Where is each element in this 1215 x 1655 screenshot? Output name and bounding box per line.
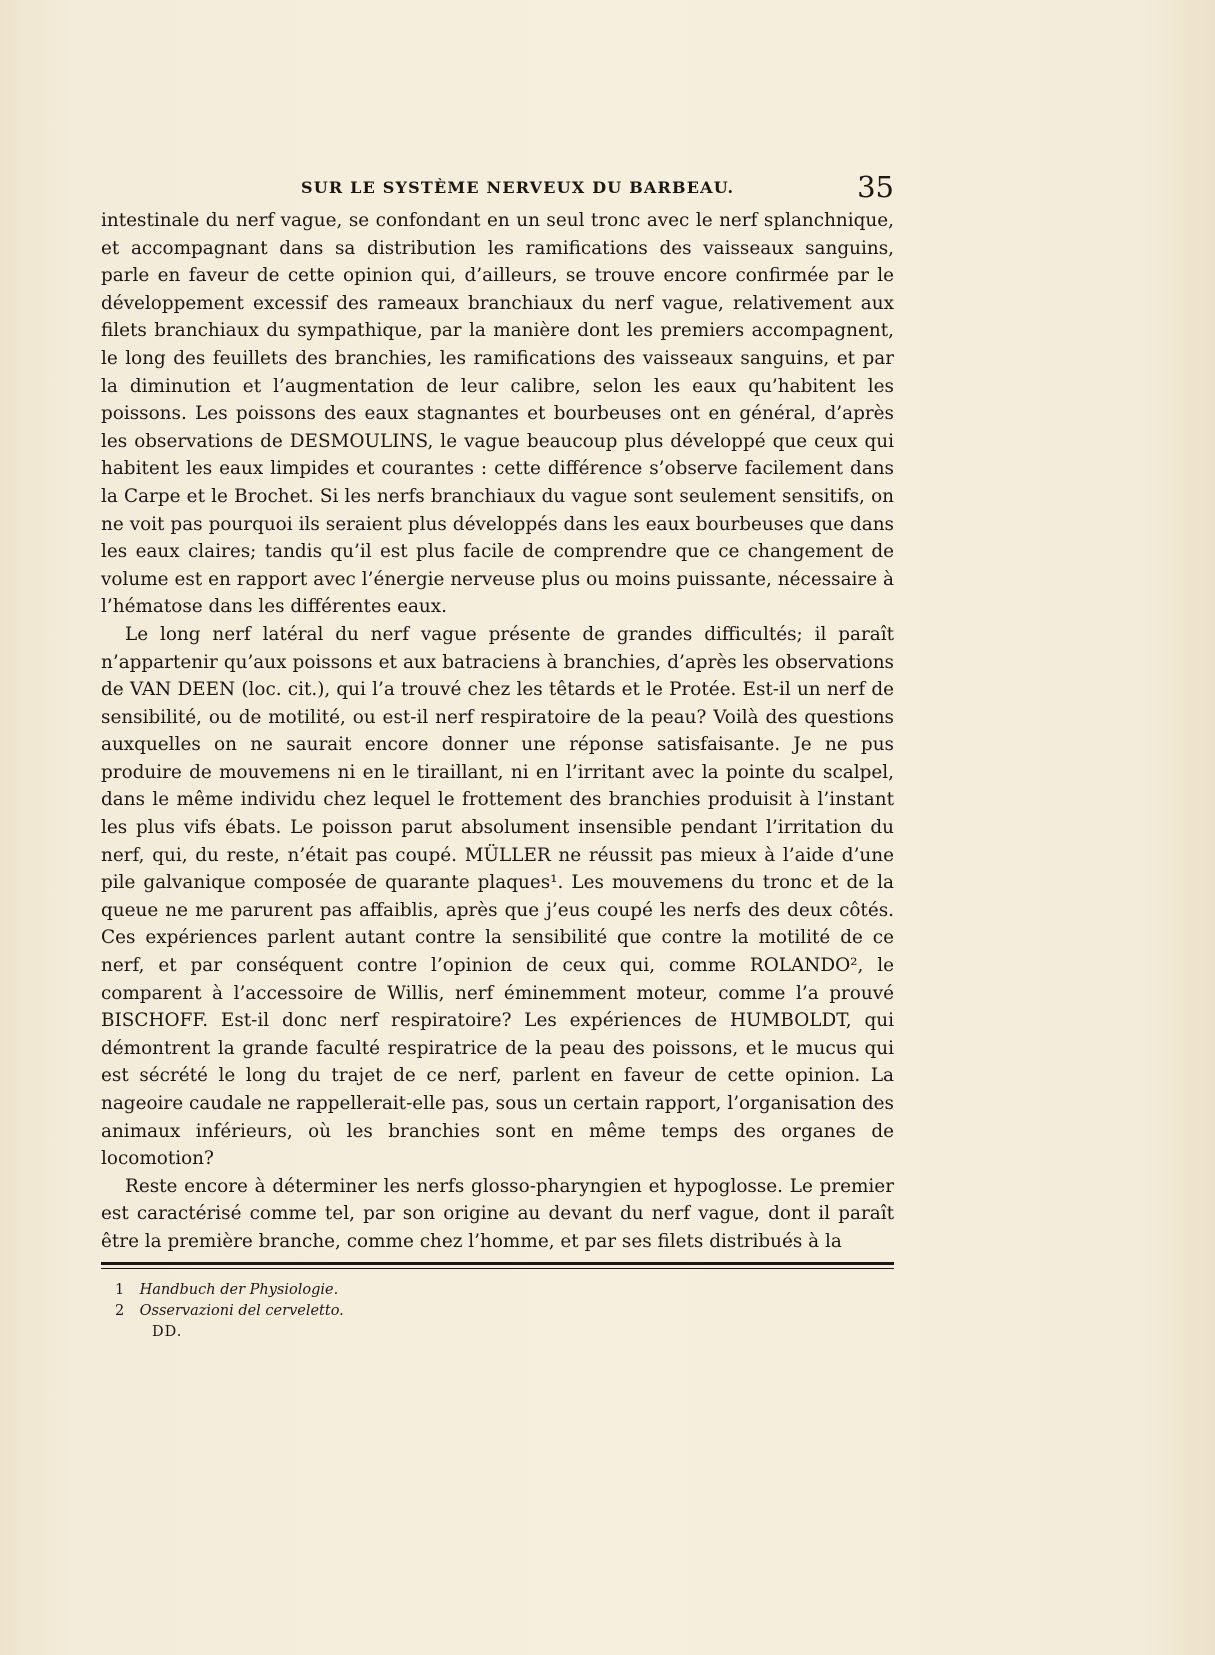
footnote-2: [115, 1301, 875, 1322]
footnote-text: Osservazioni del cerveletto.: [139, 1303, 344, 1319]
body-text: [101, 207, 894, 1256]
running-title: SUR LE SYSTÈME NERVEUX DU BARBEAU.: [301, 178, 735, 197]
footnote-1: [115, 1280, 875, 1301]
footnote-divider: [101, 1262, 894, 1265]
page-number: 35: [857, 170, 894, 204]
paragraph-1: intestinale du nerf vague, se confondant en un seul tronc avec le nerf splanchnique, et accompagnant dans sa distribution les ramifications des vaisseaux sanguins, parle en faveur de cette opinion qui, d’ailleurs, se trouve encore confirmée par le développement excessif des rameaux branchiaux du nerf vague, relativement aux filets branchiaux du sympathique, par la manière dont les premiers accompagnent, le long des feuillets des branchies, les ramifications des vaisseaux sanguins, et par la diminution et l’augmentation de leur calibre, selon les eaux qu’habitent les poissons. Les poissons des eaux stagnantes et bourbeuses ont en général, d’après les observations de DESMOULINS, le vague beaucoup plus développé que ceux qui habitent les eaux limpides et courantes : cette différence s’observe facilement dans la Carpe et le Brochet. Si les nerfs branchiaux du vague sont seulement sensitifs, on ne voit pas pourquoi ils seraient plus développés dans les eaux bourbeuses que dans les eaux claires; tandis qu’il est plus facile de comprendre que ce changement de volume est en rapport avec l’énergie nerveuse plus ou moins puissante, nécessaire à l’hématose dans les différentes eaux.: [101, 210, 894, 618]
footnote-number: 1: [115, 1282, 125, 1298]
footnotes: [115, 1280, 875, 1322]
footnote-text: Handbuch der Physiologie.: [139, 1282, 339, 1298]
paragraph-2: Le long nerf latéral du nerf vague présente de grandes difficultés; il paraît n’appartenir qu’aux poissons et aux batraciens à branchies, d’après les observations de VAN DEEN (loc. cit.), qui l’a trouvé chez les têtards et le Protée. Est-il un nerf de sensibilité, ou de motilité, ou est-il nerf respiratoire de la peau? Voilà des questions auxquelles on ne saurait encore donner une réponse satisfaisante. Je ne pus produire de mouvemens ni en le tiraillant, ni en l’irritant avec la pointe du scalpel, dans le même individu chez lequel le frottement des branchies produisit à l’instant les plus vifs ébats. Le poisson parut absolument insensible pendant l’irritation du nerf, qui, du reste, n’était pas coupé. MÜLLER ne réussit pas mieux à l’aide d’une pile galvanique composée de quarante plaques¹. Les mouvemens du tronc et de la queue ne me parurent pas affaiblis, après que j’eus coupé les nerfs des deux côtés. Ces expériences parlent autant contre la sensibilité que contre la motilité de ce nerf, et par conséquent contre l’opinion de ceux qui, comme ROLANDO², le comparent à l’accessoire de Willis, nerf éminemment moteur, comme l’a prouvé BISCHOFF. Est-il donc nerf respiratoire? Les expériences de HUMBOLDT, qui démontrent la grande faculté respiratrice de la peau des poissons, et le mucus qui est sécrété le long du trajet de ce nerf, parlent en faveur de cette opinion. La nageoire caudale ne rappellerait-elle pas, sous un certain rapport, l’organisation des animaux inférieurs, où les branchies sont en même temps des organes de locomotion?: [101, 623, 894, 1170]
footnote-number: 2: [115, 1303, 125, 1319]
paragraph-3: Reste encore à déterminer les nerfs glosso-pharyngien et hypoglosse. Le premier est caractérisé comme tel, par son origine au devant du nerf vague, dont il paraît être la première branche, comme chez l’homme, et par ses filets distribués à la: [101, 1175, 894, 1252]
running-head: [101, 170, 894, 204]
signature-mark: DD.: [152, 1324, 183, 1340]
